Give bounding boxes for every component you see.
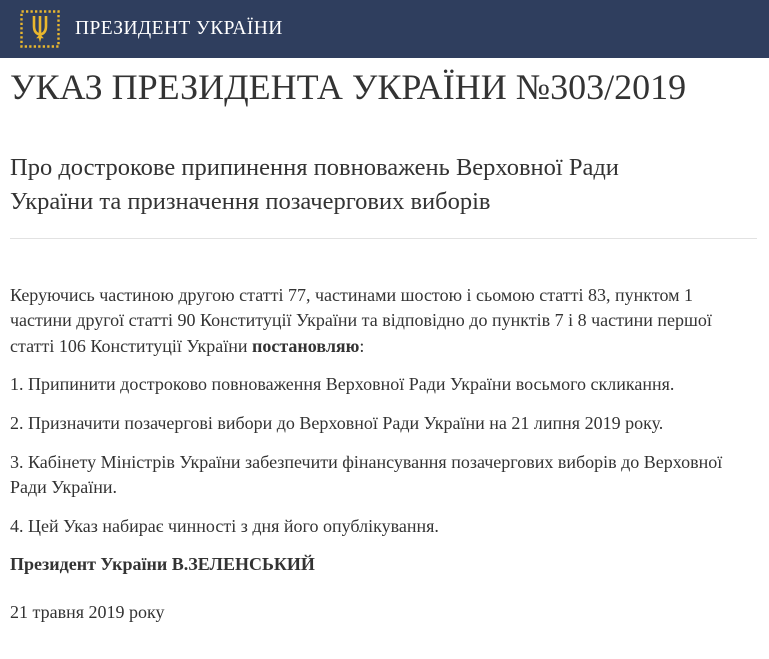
- decree-title: УКАЗ ПРЕЗИДЕНТА УКРАЇНИ №303/2019: [10, 67, 687, 107]
- trident-icon: [20, 10, 60, 48]
- header-brand-link[interactable]: [20, 10, 283, 48]
- preamble-text: Керуючись частиною другою статті 77, частинами шостою і сьомою статті 83, пунктом 1 частини другої статті 90 Конституції України та відповідно до пунктів 7 і 8 частини першої статті 106 Конституції України: [10, 284, 712, 356]
- divider: [10, 238, 757, 239]
- signature-line: Президент України В.ЗЕЛЕНСЬКИЙ: [10, 554, 315, 575]
- preamble-emphasis: постановляю: [252, 335, 360, 356]
- preamble-suffix: :: [359, 335, 365, 356]
- decree-item-4: 4. Цей Указ набирає чинності з дня його опублікування.: [10, 515, 439, 536]
- header-org-name: ПРЕЗИДЕНТ УКРАЇНИ: [75, 18, 283, 39]
- decree-document: [0, 66, 769, 625]
- decree-subtitle: Про дострокове припинення повноважень Верховної Ради України та призначення позачергових виборів: [10, 154, 619, 216]
- preamble-paragraph: [10, 283, 740, 360]
- decree-item-1: 1. Припинити достроково повноваження Верховної Ради України восьмого скликання.: [10, 374, 675, 395]
- decree-date: 21 травня 2019 року: [10, 601, 165, 622]
- site-header: [0, 0, 769, 58]
- decree-item-2: 2. Призначити позачергові вибори до Верховної Ради України на 21 липня 2019 року.: [10, 412, 664, 433]
- decree-item-3: 3. Кабінету Міністрів України забезпечити фінансування позачергових виборів до Верховної Ради України.: [10, 451, 723, 498]
